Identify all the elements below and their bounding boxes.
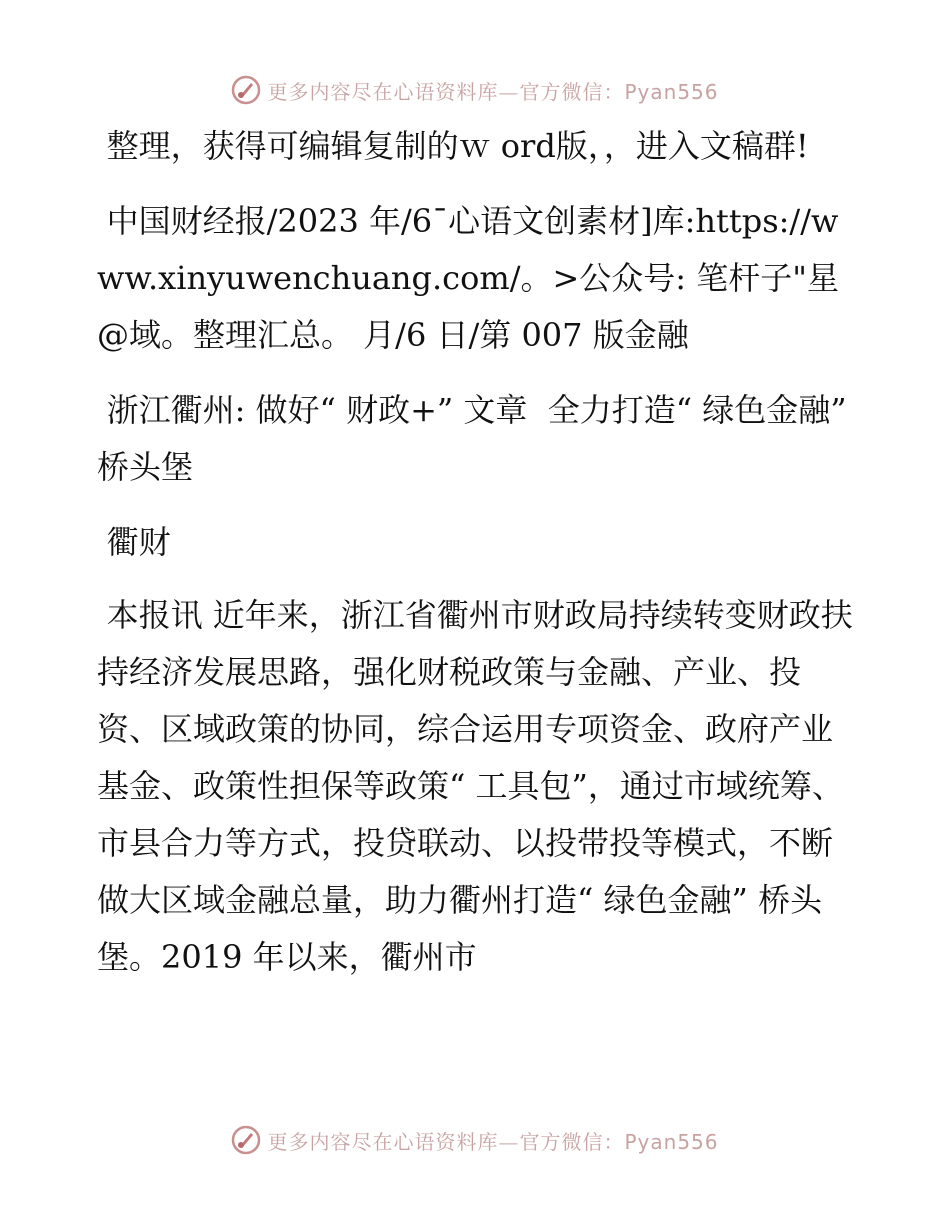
watermark-site-text: 更多内容尽在心语资料库 <box>267 1129 499 1154</box>
quill-seal-icon <box>231 75 261 105</box>
watermark-site-text: 更多内容尽在心语资料库 <box>267 79 499 104</box>
footer-watermark <box>0 1120 950 1160</box>
paragraph-body: 本报讯 近年来，浙江省衢州市财政局持续转变财政扶持经济发展思路，强化财税政策与金融、产业、投资、区域政策的协同，综合运用专项资金、政府产业基金、政策性担保等政策“ 工具包”，通过市域统筹、市县合力等方式，投贷联动、以投带投等模式，不断做大区域金融总量，助力衢州打造“ 绿色金融” 桥头堡。2019 年以来，衢州市 <box>97 596 853 976</box>
watermark-separator: — <box>498 1129 520 1154</box>
watermark-text <box>267 1126 718 1155</box>
watermark-text <box>267 76 718 105</box>
header-watermark <box>0 70 950 110</box>
quill-seal-icon <box>231 1125 261 1155</box>
watermark-contact-id: Pyan556 <box>624 79 719 104</box>
article-byline: 衢财 <box>106 523 171 561</box>
watermark-contact-id: Pyan556 <box>624 1129 719 1154</box>
watermark-contact-label: 官方微信： <box>519 79 625 104</box>
paragraph-source: 中国财经报/2023 年/6¯心语文创素材]库:https://www.xinyuwenchuang.com/。>公众号: 笔杆子"星@域。整理汇总。 月/6 日/第 007 版金融 <box>97 202 839 354</box>
paragraph-intro: 整理，获得可编辑复制的ｗ ord版，，进入文稿群! <box>106 127 809 165</box>
watermark-separator: — <box>498 79 520 104</box>
document-body <box>97 118 857 1004</box>
watermark-contact-label: 官方微信： <box>519 1129 625 1154</box>
article-title: 浙江衢州: 做好“ 财政+” 文章 全力打造“ 绿色金融” 桥头堡 <box>97 391 857 486</box>
